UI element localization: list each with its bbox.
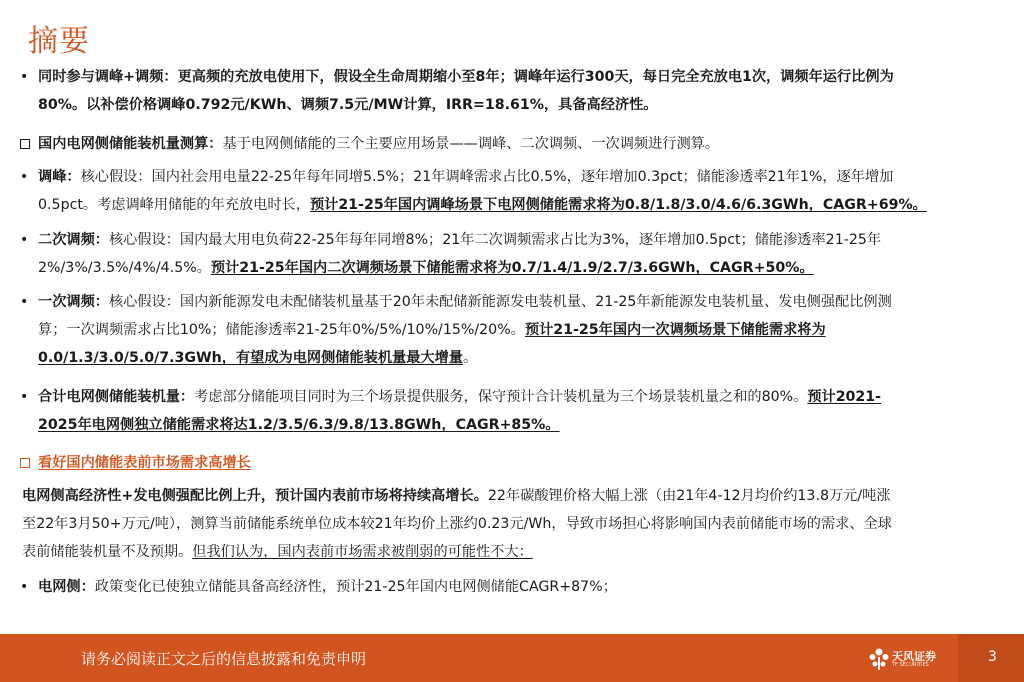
para-line2: 至22年3月50+万元/吨），测算当前储能系统单位成本较21年均价上涨约0.23元/Wh，导致市场担心将影响国内表前储能市场的需求、全球 [22, 516, 892, 532]
total-forecast: 预计2021- [807, 389, 882, 405]
footer-disclaimer: 请务必阅读正文之后的信息披露和免责申明 [81, 650, 367, 668]
primary-line3 [38, 347, 477, 369]
logo-name: 天风证券 [892, 650, 936, 663]
section-grid-storage [38, 133, 719, 155]
total-label: 合计电网侧储能装机量： [38, 389, 195, 405]
section-heading: 国内电网侧储能装机量测算： [38, 136, 223, 152]
secondary-label: 二次调频： [38, 232, 109, 248]
para-heading: 电网侧高经济性+发电侧强配比例上升，预计国内表前市场将持续高增长。 [22, 488, 488, 504]
total-forecast2: 2025年电网侧独立储能需求将达1.2/3.5/6.3/9.8/13.8GWh，CAGR+85%。 [38, 417, 560, 433]
primary-label: 一次调频： [38, 294, 109, 310]
para-text1: 22年碳酸锂价格大幅上涨（由21年4-12月均价约13.8万元/吨涨 [487, 488, 891, 504]
bullet-dot: • [20, 579, 29, 595]
grid-side-label: 电网侧： [38, 579, 95, 595]
total-text: 考虑部分储能项目同时为三个场景提供服务，保守预计合计装机量为三个场景装机量之和的80%。 [194, 389, 808, 405]
p1-line1: 同时参与调峰+调频：更高频的充放电使用下，假设全生命周期缩小至8年；调峰年运行300天，每日完全充放电1次，调频年运行比例为 [38, 69, 894, 85]
peak-label: 调峰： [38, 169, 81, 185]
page-title: 摘要 [28, 24, 90, 59]
company-logo [868, 646, 948, 672]
grid-side-line [38, 576, 617, 598]
primary-line1 [38, 291, 892, 313]
secondary-forecast: 预计21-25年国内二次调频场景下储能需求将为0.7/1.4/1.9/2.7/3.6GWh，CAGR+50%。 [210, 260, 814, 276]
secondary-text: 核心假设：国内最大用电负荷22-25年每年同增8%；21年二次调频需求占比为3%，逐年增加0.5pct；储能渗透率21-25年 [108, 232, 882, 248]
para-line1 [22, 485, 891, 507]
primary-line2 [38, 319, 826, 341]
peak-text2: 0.5pct。考虑调峰用储能的年充放电时长， [38, 197, 310, 213]
para-view: 但我们认为，国内表前市场需求被削弱的可能性不大： [192, 544, 533, 560]
peak-text: 核心假设：国内社会用电量22-25年每年同增5.5%；21年调峰需求占比0.5%，逐年增加0.3pct；储能渗透率21年1%，逐年增加 [80, 169, 894, 185]
secondary-text2: 2%/3%/3.5%/4%/4.5%。 [38, 260, 211, 276]
total-line1 [38, 386, 881, 408]
grid-side-text: 政策变化已使独立储能具备高经济性，预计21-25年国内电网侧储能CAGR+87%； [94, 579, 617, 595]
p1-line2: 80%。以补偿价格调峰0.792元/KWh、调频7.5元/MW计算，IRR=18.61%，具备高经济性。 [38, 97, 658, 113]
primary-forecast2: 0.0/1.3/3.0/5.0/7.3GWh，有望成为电网侧储能装机量最大增量 [38, 350, 463, 366]
para-line3 [22, 541, 533, 563]
bullet-dot: • [20, 294, 29, 310]
bullet-dot: • [20, 232, 29, 248]
bullet-dot: • [20, 169, 29, 185]
checkbox-square-icon [20, 458, 30, 468]
page-number: 3 [988, 649, 997, 665]
checkbox-square-icon [20, 139, 30, 149]
section-front-of-meter: 看好国内储能表前市场需求高增长 [38, 455, 251, 471]
primary-text3: 。 [462, 350, 478, 366]
peak-forecast: 预计21-25年国内调峰场景下电网侧储能需求将为0.8/1.8/3.0/4.6/6.3GWh，CAGR+69%。 [309, 197, 927, 213]
section-text: 基于电网侧储能的三个主要应用场景——调峰、二次调频、一次调频进行测算。 [222, 136, 720, 152]
primary-forecast: 预计21-25年国内一次调频场景下储能需求将为 [524, 322, 826, 338]
primary-text2: 算；一次调频需求占比10%；储能渗透率21-25年0%/5%/10%/15%/20%。 [38, 322, 525, 338]
peak-line1 [38, 166, 893, 188]
bullet-dot: • [20, 69, 29, 85]
secondary-line2 [38, 257, 814, 279]
flower-logo-icon [868, 647, 890, 671]
peak-line2 [38, 194, 927, 216]
para-text3: 表前储能装机量不及预期。 [22, 544, 193, 560]
logo-subtitle: TF SECURITIES [892, 662, 929, 668]
primary-text: 核心假设：国内新能源发电未配储装机量基于20年未配储新能源发电装机量、21-25年新能源发电装机量、发电侧强配比例测 [108, 294, 892, 310]
secondary-line1 [38, 229, 881, 251]
bullet-dot: • [20, 389, 29, 405]
